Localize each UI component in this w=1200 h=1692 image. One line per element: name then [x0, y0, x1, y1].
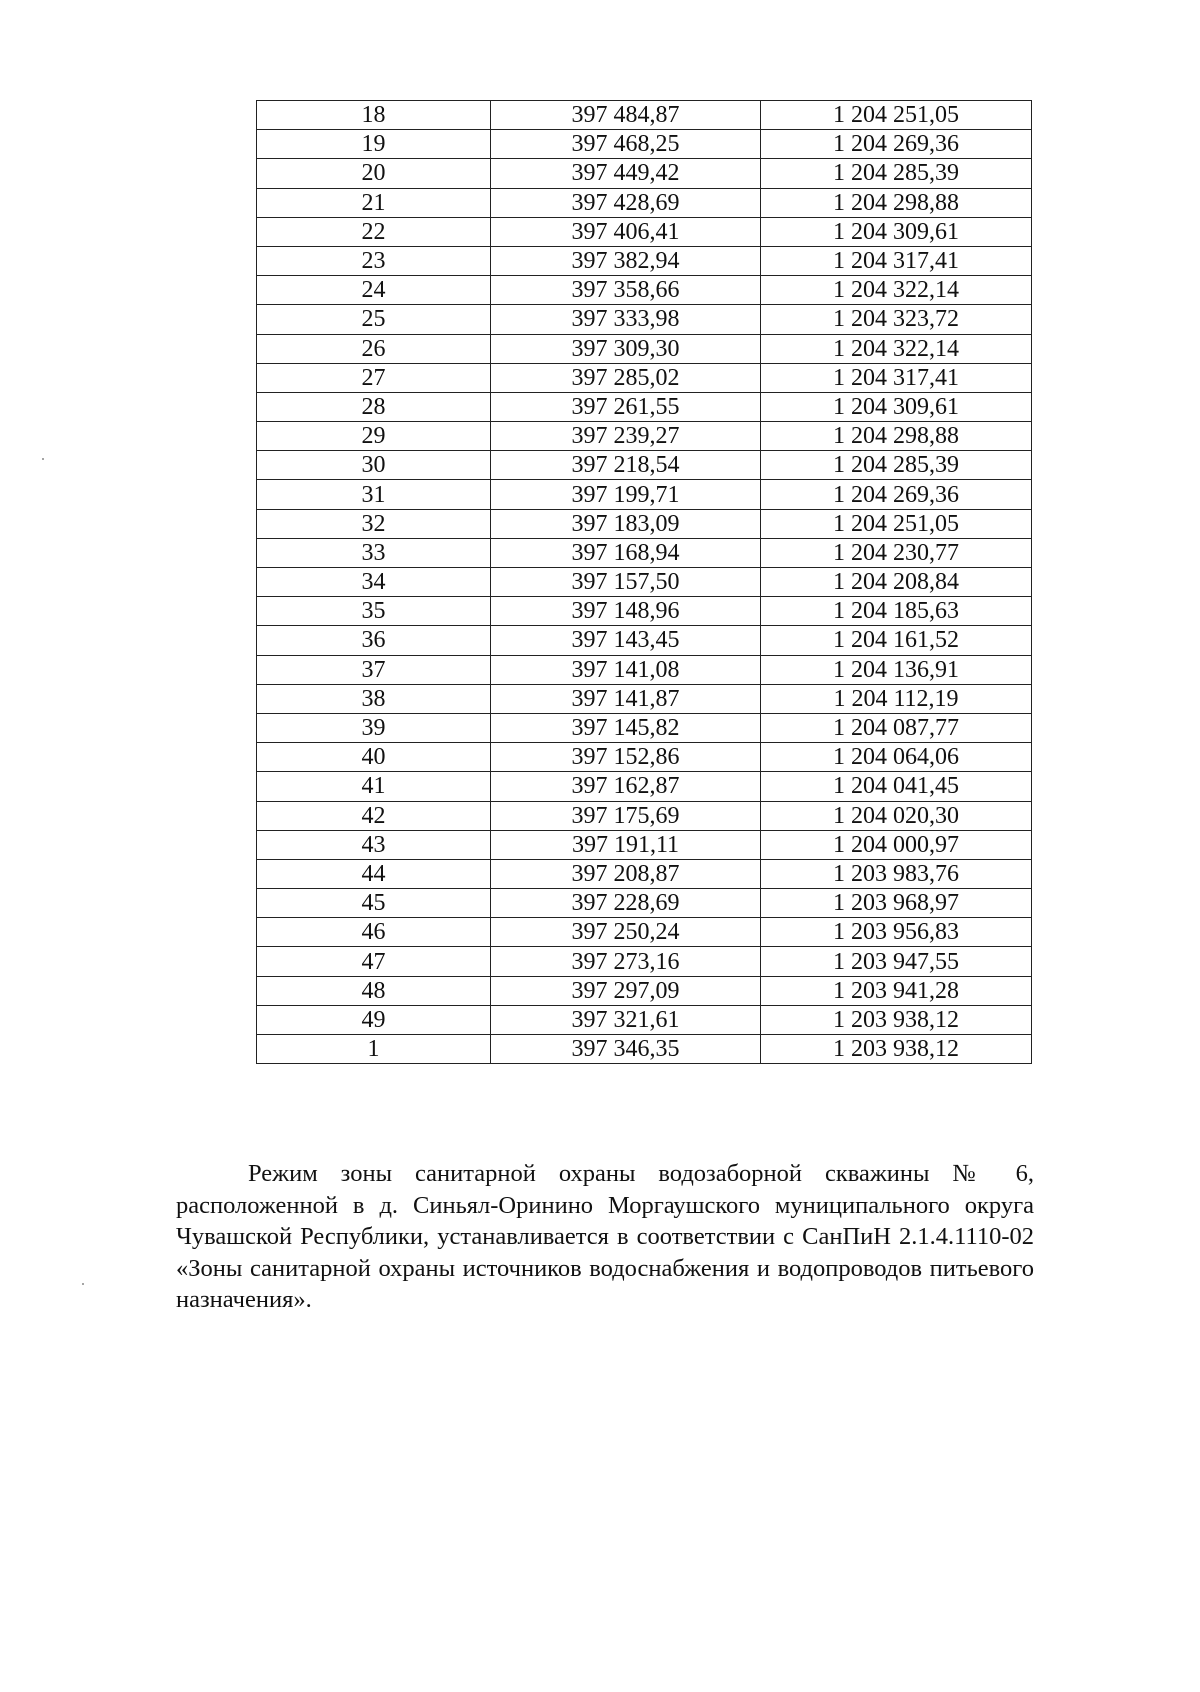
y-coordinate-cell: 1 203 956,83	[761, 918, 1032, 947]
point-number-cell: 32	[257, 509, 491, 538]
scan-speck	[82, 1283, 84, 1285]
regime-paragraph: Режим зоны санитарной охраны водозаборной скважины № 6, расположенной в д. Синьял-Оринино Моргаушского муниципального округа Чувашской Республики, устанавливается в соответствии с СанПиН 2.1.4.1110-02 «Зоны санитарной охраны источников водоснабжения и водопроводов питьевого назначения».	[176, 1160, 1034, 1313]
x-coordinate-cell: 397 484,87	[491, 101, 761, 130]
table-row	[257, 626, 1032, 655]
table-row	[257, 1035, 1032, 1064]
x-coordinate-cell: 397 468,25	[491, 130, 761, 159]
table-row	[257, 509, 1032, 538]
point-number-cell: 34	[257, 568, 491, 597]
point-number-cell: 41	[257, 772, 491, 801]
point-number-cell: 22	[257, 217, 491, 246]
table-row	[257, 859, 1032, 888]
y-coordinate-cell: 1 204 309,61	[761, 392, 1032, 421]
coordinates-table-body	[257, 101, 1032, 1064]
point-number-cell: 42	[257, 801, 491, 830]
y-coordinate-cell: 1 204 285,39	[761, 159, 1032, 188]
point-number-cell: 38	[257, 684, 491, 713]
point-number-cell: 28	[257, 392, 491, 421]
point-number-cell: 21	[257, 188, 491, 217]
x-coordinate-cell: 397 208,87	[491, 859, 761, 888]
table-row	[257, 246, 1032, 275]
x-coordinate-cell: 397 273,16	[491, 947, 761, 976]
table-row	[257, 918, 1032, 947]
x-coordinate-cell: 397 239,27	[491, 422, 761, 451]
x-coordinate-cell: 397 148,96	[491, 597, 761, 626]
x-coordinate-cell: 397 309,30	[491, 334, 761, 363]
table-row	[257, 830, 1032, 859]
x-coordinate-cell: 397 145,82	[491, 713, 761, 742]
x-coordinate-cell: 397 191,11	[491, 830, 761, 859]
point-number-cell: 31	[257, 480, 491, 509]
y-coordinate-cell: 1 203 968,97	[761, 889, 1032, 918]
table-row	[257, 276, 1032, 305]
x-coordinate-cell: 397 382,94	[491, 246, 761, 275]
y-coordinate-cell: 1 203 941,28	[761, 976, 1032, 1005]
y-coordinate-cell: 1 204 322,14	[761, 276, 1032, 305]
x-coordinate-cell: 397 152,86	[491, 743, 761, 772]
x-coordinate-cell: 397 175,69	[491, 801, 761, 830]
x-coordinate-cell: 397 218,54	[491, 451, 761, 480]
x-coordinate-cell: 397 449,42	[491, 159, 761, 188]
x-coordinate-cell: 397 228,69	[491, 889, 761, 918]
y-coordinate-cell: 1 204 322,14	[761, 334, 1032, 363]
table-row	[257, 480, 1032, 509]
point-number-cell: 18	[257, 101, 491, 130]
point-number-cell: 48	[257, 976, 491, 1005]
y-coordinate-cell: 1 204 317,41	[761, 363, 1032, 392]
table-row	[257, 976, 1032, 1005]
y-coordinate-cell: 1 204 309,61	[761, 217, 1032, 246]
x-coordinate-cell: 397 297,09	[491, 976, 761, 1005]
x-coordinate-cell: 397 157,50	[491, 568, 761, 597]
x-coordinate-cell: 397 183,09	[491, 509, 761, 538]
point-number-cell: 49	[257, 1005, 491, 1034]
point-number-cell: 29	[257, 422, 491, 451]
point-number-cell: 30	[257, 451, 491, 480]
x-coordinate-cell: 397 333,98	[491, 305, 761, 334]
point-number-cell: 23	[257, 246, 491, 275]
y-coordinate-cell: 1 204 269,36	[761, 130, 1032, 159]
point-number-cell: 33	[257, 538, 491, 567]
point-number-cell: 35	[257, 597, 491, 626]
table-row	[257, 363, 1032, 392]
point-number-cell: 46	[257, 918, 491, 947]
table-row	[257, 1005, 1032, 1034]
x-coordinate-cell: 397 321,61	[491, 1005, 761, 1034]
table-row	[257, 217, 1032, 246]
y-coordinate-cell: 1 204 208,84	[761, 568, 1032, 597]
point-number-cell: 36	[257, 626, 491, 655]
table-row	[257, 743, 1032, 772]
table-row	[257, 392, 1032, 421]
table-row	[257, 101, 1032, 130]
y-coordinate-cell: 1 204 064,06	[761, 743, 1032, 772]
x-coordinate-cell: 397 141,87	[491, 684, 761, 713]
table-row	[257, 188, 1032, 217]
x-coordinate-cell: 397 141,08	[491, 655, 761, 684]
y-coordinate-cell: 1 204 136,91	[761, 655, 1032, 684]
table-row	[257, 801, 1032, 830]
x-coordinate-cell: 397 168,94	[491, 538, 761, 567]
y-coordinate-cell: 1 204 041,45	[761, 772, 1032, 801]
y-coordinate-cell: 1 204 230,77	[761, 538, 1032, 567]
table-row	[257, 568, 1032, 597]
y-coordinate-cell: 1 203 947,55	[761, 947, 1032, 976]
table-row	[257, 684, 1032, 713]
y-coordinate-cell: 1 204 020,30	[761, 801, 1032, 830]
point-number-cell: 44	[257, 859, 491, 888]
x-coordinate-cell: 397 406,41	[491, 217, 761, 246]
table-row	[257, 772, 1032, 801]
coordinates-table	[256, 100, 1032, 1064]
table-row	[257, 947, 1032, 976]
y-coordinate-cell: 1 204 251,05	[761, 101, 1032, 130]
x-coordinate-cell: 397 250,24	[491, 918, 761, 947]
y-coordinate-cell: 1 204 000,97	[761, 830, 1032, 859]
table-row	[257, 597, 1032, 626]
table-row	[257, 159, 1032, 188]
x-coordinate-cell: 397 261,55	[491, 392, 761, 421]
x-coordinate-cell: 397 199,71	[491, 480, 761, 509]
point-number-cell: 25	[257, 305, 491, 334]
y-coordinate-cell: 1 204 298,88	[761, 422, 1032, 451]
x-coordinate-cell: 397 285,02	[491, 363, 761, 392]
point-number-cell: 40	[257, 743, 491, 772]
y-coordinate-cell: 1 204 323,72	[761, 305, 1032, 334]
point-number-cell: 24	[257, 276, 491, 305]
x-coordinate-cell: 397 358,66	[491, 276, 761, 305]
point-number-cell: 20	[257, 159, 491, 188]
table-row	[257, 713, 1032, 742]
y-coordinate-cell: 1 204 251,05	[761, 509, 1032, 538]
point-number-cell: 45	[257, 889, 491, 918]
point-number-cell: 37	[257, 655, 491, 684]
y-coordinate-cell: 1 204 298,88	[761, 188, 1032, 217]
table-row	[257, 422, 1032, 451]
y-coordinate-cell: 1 203 983,76	[761, 859, 1032, 888]
point-number-cell: 47	[257, 947, 491, 976]
point-number-cell: 26	[257, 334, 491, 363]
y-coordinate-cell: 1 204 112,19	[761, 684, 1032, 713]
scan-speck	[42, 458, 44, 460]
table-row	[257, 305, 1032, 334]
point-number-cell: 19	[257, 130, 491, 159]
point-number-cell: 27	[257, 363, 491, 392]
point-number-cell: 39	[257, 713, 491, 742]
table-row	[257, 130, 1032, 159]
y-coordinate-cell: 1 204 161,52	[761, 626, 1032, 655]
y-coordinate-cell: 1 204 269,36	[761, 480, 1032, 509]
table-row	[257, 334, 1032, 363]
y-coordinate-cell: 1 204 185,63	[761, 597, 1032, 626]
x-coordinate-cell: 397 143,45	[491, 626, 761, 655]
x-coordinate-cell: 397 162,87	[491, 772, 761, 801]
y-coordinate-cell: 1 204 317,41	[761, 246, 1032, 275]
table-row	[257, 889, 1032, 918]
table-row	[257, 538, 1032, 567]
point-number-cell: 1	[257, 1035, 491, 1064]
y-coordinate-cell: 1 204 087,77	[761, 713, 1032, 742]
point-number-cell: 43	[257, 830, 491, 859]
y-coordinate-cell: 1 203 938,12	[761, 1005, 1032, 1034]
table-row	[257, 451, 1032, 480]
x-coordinate-cell: 397 428,69	[491, 188, 761, 217]
y-coordinate-cell: 1 204 285,39	[761, 451, 1032, 480]
y-coordinate-cell: 1 203 938,12	[761, 1035, 1032, 1064]
table-row	[257, 655, 1032, 684]
x-coordinate-cell: 397 346,35	[491, 1035, 761, 1064]
